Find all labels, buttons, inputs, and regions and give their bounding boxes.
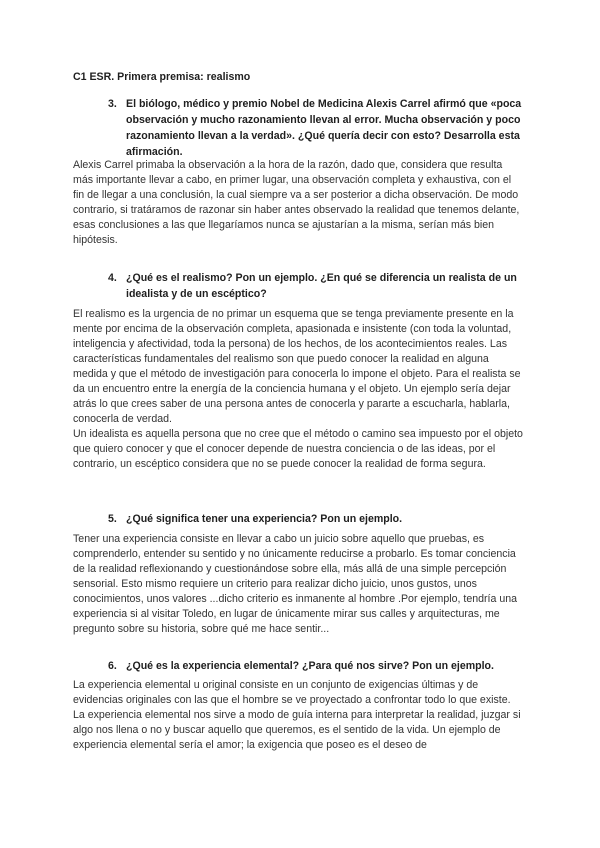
question-4	[108, 270, 528, 302]
question-number: 6.	[108, 660, 117, 672]
answer-paragraph: Alexis Carrel primaba la observación a la hora de la razón, dado que, considera que resulta más importante llevar a cabo, en primer lugar, una observación completa y exhaustiva, con el fin de llegar a una conclusión, la cual siempre va a ser posterior a dicha observación. De modo contrario, si tratáramos de razonar sin haber antes observado la realidad que tenemos delante, esas conclusiones a las que llegaríamos nunca se ajustarían a la misma, serían más bien hipótesis.	[73, 159, 520, 246]
answer-paragraph: Tener una experiencia consiste en llevar a cabo un juicio sobre aquello que pruebas, es comprenderlo, entender su sentido y no únicamente reducirse a probarlo. Es tomar conciencia de la realidad reflexionando y cuestionándose sobre ella, más allá de una simple percepción sensorial. Esto mismo requiere un criterio para realizar dicho juicio, unos gustos, unos conocimientos, unos valores ...dicho criterio es inmanente al hombre .Por ejemplo, tendría una experiencia si al visitar Toledo, en lugar de únicamente mirar sus calles y arquitecturas, me pregunto sobre su historia, sobre qué me hace sentir...	[73, 533, 517, 635]
question-text: ¿Qué es la experiencia elemental? ¿Para qué nos sirve? Pon un ejemplo.	[126, 660, 494, 672]
question-5	[108, 511, 528, 527]
question-text: ¿Qué significa tener una experiencia? Pon un ejemplo.	[126, 513, 403, 525]
question-text: El biólogo, médico y premio Nobel de Medicina Alexis Carrel afirmó que «poca observación y mucho razonamiento llevan al error. Mucha observación y poco razonamiento llevan a la verdad». ¿Qué quería decir con esto? Desarrolla esta afirmación.	[126, 98, 522, 158]
question-3	[108, 96, 528, 160]
page-title: C1 ESR. Primera premisa: realismo	[73, 71, 251, 83]
question-number: 5.	[108, 513, 117, 525]
answer-paragraph: Un idealista es aquella persona que no cree que el método o camino sea impuesto por el objeto que quiero conocer y que el conocer depende de nuestra conciencia o de las ideas, por el contrario, un escéptico considera que no se puede conocer la realidad de forma segura.	[73, 428, 523, 470]
answer-paragraph: El realismo es la urgencia de no primar un esquema que se tenga previamente presente en la mente por encima de la observación completa, apasionada e insistente (con toda la voluntad, inteligencia y afectividad, toda la persona) de los hechos, de los acontecimientos reales. Las características fundamentales del realismo son que puedo conocer la realidad en alguna medida y que el método de investigación para conocerla lo impone el objeto. Para el realista se da un encuentro entre la energía de la conciencia humana y el objeto. Un ejemplo sería dejar atrás lo que crees saber de una persona antes de conocerla y pararte a escucharla, hablarla, conocerla de verdad.	[73, 308, 521, 425]
answer-paragraph: La experiencia elemental u original consiste en un conjunto de exigencias últimas y de evidencias originales con las que el hombre se ve proyectado a confrontar todo lo que existe. La experiencia elemental nos sirve a modo de guía interna para interpretar la realidad, juzgar si algo nos llena o no y buscar aquello que queremos, es el sentido de la vida. Un ejemplo de experiencia elemental sería el amor; la exigencia que poseo es el deseo de	[73, 679, 521, 751]
question-number: 4.	[108, 272, 117, 284]
question-6	[108, 658, 528, 674]
question-number: 3.	[108, 98, 117, 110]
question-text: ¿Qué es el realismo? Pon un ejemplo. ¿En qué se diferencia un realista de un idealista y de un escéptico?	[126, 272, 517, 300]
